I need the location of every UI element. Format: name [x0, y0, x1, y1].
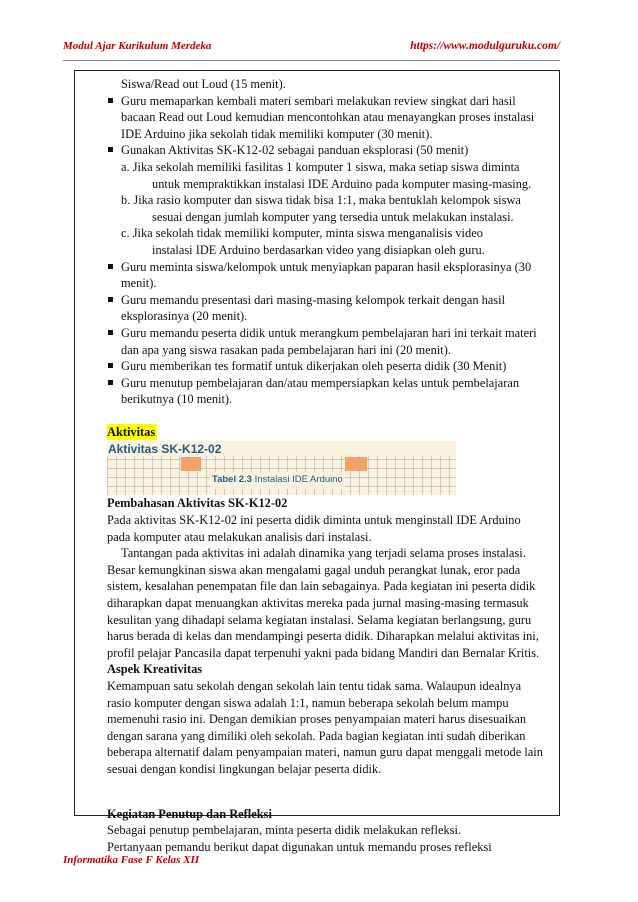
list-item: Guru meminta siswa/kelompok untuk menyiapkan paparan hasil eksplorasinya (30 menit). [107, 259, 547, 292]
bullet-list-bottom [107, 259, 547, 408]
pembahasan-paragraph-1: Pada aktivitas SK-K12-02 ini peserta didik diminta untuk menginstall IDE Arduino pada komputer atau melakukan analisis dari instalasi. [107, 513, 521, 544]
sub-list [107, 159, 547, 259]
page-content [107, 76, 547, 855]
sub-item-text-cont: untuk mempraktikkan instalasi IDE Arduino pada komputer masing-masing. [152, 176, 532, 191]
sub-item-marker: b. [121, 193, 131, 208]
sub-item-text: Jika sekolah tidak memiliki komputer, minta siswa menganalisis video [132, 226, 483, 241]
sub-item-text-cont: sesuai dengan jumlah komputer yang tersedia untuk melakukan instalasi. [152, 209, 514, 224]
figure-tab-marker [345, 457, 367, 471]
header-title: Modul Ajar Kurikulum Merdeka [63, 40, 212, 52]
sub-item-text: Jika rasio komputer dan siswa tidak bisa 1:1, maka bentuklah kelompok siswa [133, 193, 521, 208]
footer-title: Informatika Fase F Kelas XII [63, 854, 200, 866]
kreativitas-heading: Aspek Kreativitas [107, 662, 203, 677]
list-item: Guru menutup pembelajaran dan/atau mempersiapkan kelas untuk pembelajaran berikutnya (10 menit). [107, 375, 547, 408]
bullet-list-top [107, 93, 547, 159]
list-item: Guru memandu presentasi dari masing-masing kelompok terkait dengan hasil eksplorasinya (20 menit). [107, 292, 547, 325]
sub-item-c [121, 225, 547, 258]
sub-item-marker: c. [121, 226, 130, 241]
sub-item-a [121, 159, 547, 192]
list-item: Gunakan Aktivitas SK-K12-02 sebagai panduan eksplorasi (50 menit) [107, 142, 547, 159]
aktivitas-heading: Aktivitas [107, 424, 156, 439]
penutup-line-2: Pertanyaan pemandu berikut dapat digunakan untuk memandu proses refleksi [107, 839, 492, 854]
pembahasan-paragraph-2: Tantangan pada aktivitas ini adalah dinamika yang terjadi selama proses instalasi. Besar kemungkinan siswa akan mengalami gagal unduh perangkat lunak, eror pada sistem, kesalahan penempatan file dan lain sebagainya. Pada kegiatan ini peserta didik diharapkan dapat menuangkan aktivitas mereka pada jurnal masing-masing termasuk kesulitan yang dihadapi selama kegiatan instalasi. Selama kegiatan berlangsung, guru harus berada di kelas dan mendampingi peserta didik. Diharapkan melalui aktivitas ini, profil pelajar Pancasila dapat terpenuhi yakni pada bidang Mandiri dan Bernalar Kritis. [107, 546, 540, 660]
header-divider [63, 60, 560, 61]
sub-item-text: Jika sekolah memiliki fasilitas 1 komputer 1 siswa, maka setiap siswa diminta [132, 159, 520, 174]
figure-caption [210, 472, 345, 489]
figure-title: Aktivitas SK-K12-02 [108, 442, 222, 457]
sub-item-b [121, 192, 547, 225]
figure-caption-text: Instalasi IDE Arduino [254, 474, 343, 486]
penutup-line-1: Sebagai penutup pembelajaran, minta peserta didik melakukan refleksi. [107, 823, 462, 838]
intro-continuation: Siswa/Read out Loud (15 menit). [121, 77, 286, 91]
aktivitas-figure [107, 441, 456, 495]
kreativitas-paragraph: Kemampuan satu sekolah dengan sekolah lain tentu tidak sama. Walaupun idealnya rasio komputer dengan siswa adalah 1:1, namun beberapa sekolah belum mampu memenuhi rasio ini. Dengan demikian proses penyampaian materi harus disesuaikan dengan sarana yang dimiliki oleh sekolah. Pada bagian kegiatan inti sudah diberikan beberapa alternatif dalam penyampaian materi, namun guru dapat menggali metode lain sesuai dengan kondisi lingkungan belajar peserta didik. [107, 679, 543, 776]
sub-item-text-cont: instalasi IDE Arduino berdasarkan video yang disiapkan oleh guru. [152, 242, 485, 257]
list-item: Guru memaparkan kembali materi sembari melakukan review singkat dari hasil bacaan Read out Loud kemudian mencontohkan atau menayangkan proses instalasi IDE Arduino jika sekolah tidak memiliki komputer (30 menit). [107, 93, 547, 143]
pembahasan-heading: Pembahasan Aktivitas SK-K12-02 [107, 496, 288, 511]
penutup-heading: Kegiatan Penutup dan Refleksi [107, 806, 272, 821]
figure-tab-marker [181, 457, 201, 471]
list-item: Guru memandu peserta didik untuk merangkum pembelajaran hari ini terkait materi dan apa yang siswa rasakan pada pembelajaran hari ini (20 menit). [107, 325, 547, 358]
header-url[interactable]: https://www.modulguruku.com/ [410, 40, 560, 52]
sub-item-marker: a. [121, 159, 130, 174]
figure-caption-label: Tabel 2.3 [212, 474, 252, 486]
list-item: Guru memberikan tes formatif untuk dikerjakan oleh peserta didik (30 Menit) [107, 358, 547, 375]
